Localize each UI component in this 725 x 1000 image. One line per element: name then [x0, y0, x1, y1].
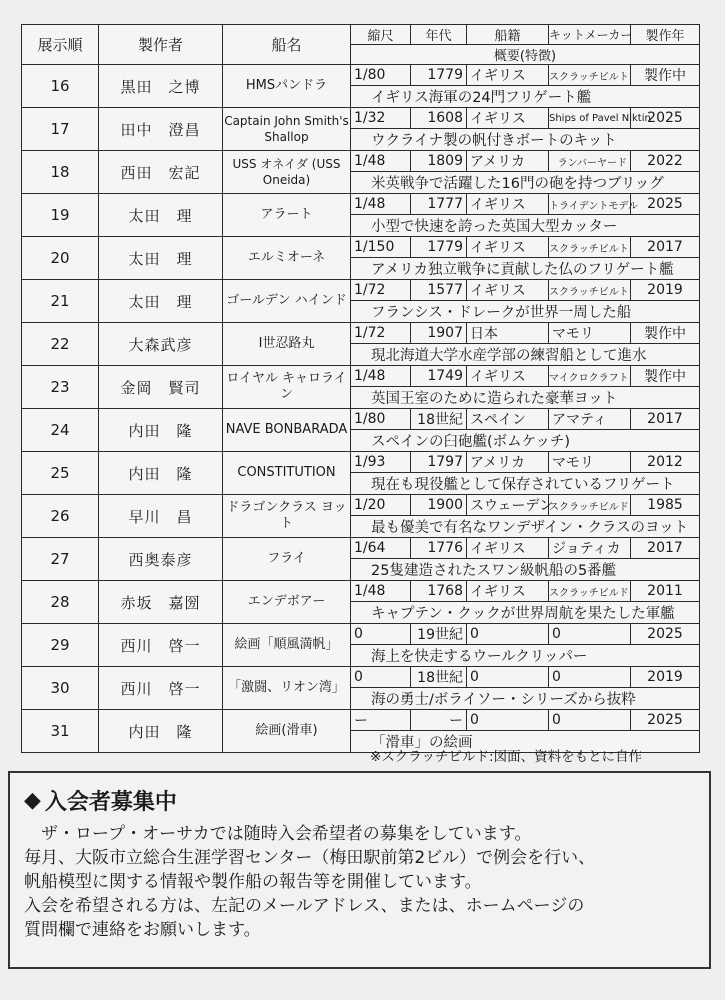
year-cell: 2019: [631, 667, 700, 688]
recruit-line: 質問欄で連絡をお願いします。: [24, 920, 261, 940]
registry-cell: アメリカ: [467, 452, 549, 473]
table-row: [22, 495, 700, 516]
ship-name: エルミオーネ: [223, 237, 351, 280]
ship-name: 「激闘、リオン湾」: [223, 667, 351, 710]
era-cell: 1907: [411, 323, 467, 344]
ship-name: エンデボアー: [223, 581, 351, 624]
era-cell: 1749: [411, 366, 467, 387]
ship-name: ロイヤル キャロライン: [223, 366, 351, 409]
summary-cell: 25隻建造されたスワン級帆船の5番艦: [351, 559, 700, 581]
ship-name: ドラゴンクラス ヨット: [223, 495, 351, 538]
summary-cell: スペインの臼砲艦(ボムケッチ): [351, 430, 700, 452]
scale-cell: ー: [351, 710, 411, 731]
year-cell: 2025: [631, 624, 700, 645]
exhibit-number: 28: [22, 581, 99, 624]
era-cell: 1900: [411, 495, 467, 516]
maker-name: 黒田 之博: [99, 65, 223, 108]
exhibit-number: 27: [22, 538, 99, 581]
year-cell: 2019: [631, 280, 700, 301]
era-cell: 1776: [411, 538, 467, 559]
ship-name: 絵画「順風満帆」: [223, 624, 351, 667]
recruit-line: 毎月、大阪市立総合生涯学習センター（梅田駅前第2ビル）で例会を行い、: [24, 848, 596, 868]
maker-name: 西田 宏記: [99, 151, 223, 194]
summary-cell: フランシス・ドレークが世界一周した船: [351, 301, 700, 323]
era-cell: ー: [411, 710, 467, 731]
scale-cell: 1/150: [351, 237, 411, 258]
recruit-line: 帆船模型に関する情報や製作船の報告等を開催しています。: [24, 872, 482, 892]
era-cell: 1608: [411, 108, 467, 129]
era-cell: 1777: [411, 194, 467, 215]
summary-cell: 現北海道大学水産学部の練習船として進水: [351, 344, 700, 366]
exhibit-number: 17: [22, 108, 99, 151]
registry-cell: 0: [467, 667, 549, 688]
summary-cell: 「滑車」の絵画: [351, 731, 700, 753]
maker-name: 内田 隆: [99, 452, 223, 495]
ship-name: Ⅰ世忍路丸: [223, 323, 351, 366]
era-cell: 1768: [411, 581, 467, 602]
exhibit-number: 31: [22, 710, 99, 753]
kit-cell: マモリ: [549, 323, 631, 344]
registry-cell: イギリス: [467, 366, 549, 387]
maker-name: 太田 理: [99, 280, 223, 323]
maker-name: 西川 啓一: [99, 624, 223, 667]
year-cell: 製作中: [631, 323, 700, 344]
exhibit-number: 26: [22, 495, 99, 538]
header-ship: 船名: [223, 25, 351, 65]
exhibit-number: 19: [22, 194, 99, 237]
registry-cell: 0: [467, 624, 549, 645]
scale-cell: 0: [351, 624, 411, 645]
table-row: [22, 280, 700, 301]
kit-cell: ランバーヤード: [549, 151, 631, 172]
header-scale: 縮尺: [351, 25, 411, 45]
summary-cell: アメリカ独立戦争に貢献した仏のフリゲート艦: [351, 258, 700, 280]
kit-cell: マイクロクラフト: [549, 366, 631, 387]
registry-cell: イギリス: [467, 108, 549, 129]
ship-name: フライ: [223, 538, 351, 581]
era-cell: 1797: [411, 452, 467, 473]
year-cell: 製作中: [631, 366, 700, 387]
era-cell: 1577: [411, 280, 467, 301]
registry-cell: 日本: [467, 323, 549, 344]
exhibit-table: [21, 24, 700, 753]
kit-cell: トライデントモデル: [549, 194, 631, 215]
table-row: [22, 710, 700, 731]
recruit-box: [8, 771, 711, 969]
kit-cell: 0: [549, 667, 631, 688]
year-cell: 2025: [631, 108, 700, 129]
scale-cell: 1/80: [351, 409, 411, 430]
ship-name: NAVE BONBARADA: [223, 409, 351, 452]
maker-name: 金岡 賢司: [99, 366, 223, 409]
header-era: 年代: [411, 25, 467, 45]
summary-cell: イギリス海軍の24門フリゲート艦: [351, 86, 700, 108]
era-cell: 1809: [411, 151, 467, 172]
scale-cell: 0: [351, 667, 411, 688]
scale-cell: 1/72: [351, 280, 411, 301]
registry-cell: イギリス: [467, 194, 549, 215]
maker-name: 赤坂 嘉圀: [99, 581, 223, 624]
maker-name: 西川 啓一: [99, 667, 223, 710]
exhibit-rows: [22, 65, 700, 753]
scale-cell: 1/48: [351, 151, 411, 172]
ship-name: HMSパンドラ: [223, 65, 351, 108]
summary-cell: 現在も現役艦として保存されているフリゲート: [351, 473, 700, 495]
registry-cell: アメリカ: [467, 151, 549, 172]
scale-cell: 1/20: [351, 495, 411, 516]
table-row: [22, 452, 700, 473]
kit-cell: スクラッチビルド: [549, 581, 631, 602]
exhibit-number: 18: [22, 151, 99, 194]
table-row: [22, 108, 700, 129]
diamond-icon: ◆: [24, 788, 41, 813]
kit-cell: スクラッチビルト: [549, 280, 631, 301]
summary-cell: キャプテン・クックが世界周航を果たした軍艦: [351, 602, 700, 624]
ship-name: Captain John Smith's Shallop: [223, 108, 351, 151]
scale-cell: 1/93: [351, 452, 411, 473]
registry-cell: イギリス: [467, 280, 549, 301]
era-cell: 18世紀: [411, 667, 467, 688]
year-cell: 2011: [631, 581, 700, 602]
scale-cell: 1/48: [351, 366, 411, 387]
table-row: [22, 151, 700, 172]
ship-name: アラート: [223, 194, 351, 237]
ship-name: 絵画(滑車): [223, 710, 351, 753]
maker-name: 西奥泰彦: [99, 538, 223, 581]
era-cell: 1779: [411, 65, 467, 86]
table-row: [22, 323, 700, 344]
scale-cell: 1/48: [351, 194, 411, 215]
recruit-line: ザ・ロープ・オーサカでは随時入会希望者の募集をしています。: [24, 824, 532, 844]
table-row: [22, 667, 700, 688]
exhibit-number: 16: [22, 65, 99, 108]
era-cell: 18世紀: [411, 409, 467, 430]
year-cell: 製作中: [631, 65, 700, 86]
registry-cell: イギリス: [467, 581, 549, 602]
era-cell: 1779: [411, 237, 467, 258]
kit-cell: ジョティカ: [549, 538, 631, 559]
exhibit-number: 24: [22, 409, 99, 452]
era-cell: 19世紀: [411, 624, 467, 645]
maker-name: 田中 澄昌: [99, 108, 223, 151]
kit-cell: 0: [549, 624, 631, 645]
kit-cell: スクラッチビルド: [549, 495, 631, 516]
year-cell: 2025: [631, 710, 700, 731]
maker-name: 早川 昌: [99, 495, 223, 538]
exhibit-number: 23: [22, 366, 99, 409]
summary-cell: 最も優美で有名なワンデザイン・クラスのヨット: [351, 516, 700, 538]
year-cell: 2017: [631, 538, 700, 559]
year-cell: 2012: [631, 452, 700, 473]
exhibit-number: 29: [22, 624, 99, 667]
kit-cell: スクラッチビルト: [549, 237, 631, 258]
table-row: [22, 237, 700, 258]
maker-name: 大森武彦: [99, 323, 223, 366]
header-year: 製作年: [631, 25, 700, 45]
year-cell: 2025: [631, 194, 700, 215]
table-row: [22, 65, 700, 86]
scale-cell: 1/48: [351, 581, 411, 602]
maker-name: 内田 隆: [99, 710, 223, 753]
table-row: [22, 624, 700, 645]
recruit-line: 入会を希望される方は、左記のメールアドレス、または、ホームページの: [24, 896, 585, 916]
table-row: [22, 581, 700, 602]
table-row: [22, 409, 700, 430]
kit-cell: アマティ: [549, 409, 631, 430]
scale-cell: 1/32: [351, 108, 411, 129]
summary-cell: 小型で快速を誇った英国大型カッター: [351, 215, 700, 237]
header-summary: 概要(特徴): [351, 45, 700, 65]
header-no: 展示順: [22, 25, 99, 65]
ship-name: ゴールデン ハインド: [223, 280, 351, 323]
summary-cell: 米英戦争で活躍した16門の砲を持つブリッグ: [351, 172, 700, 194]
scale-cell: 1/80: [351, 65, 411, 86]
kit-cell: スクラッチビルト: [549, 65, 631, 86]
kit-cell: 0: [549, 710, 631, 731]
registry-cell: イギリス: [467, 538, 549, 559]
header-registry: 船籍: [467, 25, 549, 45]
scale-cell: 1/64: [351, 538, 411, 559]
table-row: [22, 366, 700, 387]
header-kit: キットメーカー: [549, 25, 631, 45]
ship-name: CONSTITUTION: [223, 452, 351, 495]
table-row: [22, 194, 700, 215]
year-cell: 2017: [631, 409, 700, 430]
recruit-heading: [24, 785, 709, 816]
recruit-title: 入会者募集中: [44, 790, 177, 815]
exhibit-number: 25: [22, 452, 99, 495]
summary-cell: ウクライナ製の帆付きボートのキット: [351, 129, 700, 151]
exhibit-number: 22: [22, 323, 99, 366]
kit-cell: マモリ: [549, 452, 631, 473]
registry-cell: スペイン: [467, 409, 549, 430]
footnote: ※スクラッチビルド:図面、資料をもとに自作: [370, 749, 643, 765]
summary-cell: 海上を快走するウールクリッパー: [351, 645, 700, 667]
scale-cell: 1/72: [351, 323, 411, 344]
maker-name: 内田 隆: [99, 409, 223, 452]
registry-cell: イギリス: [467, 237, 549, 258]
kit-cell: Ships of Pavel Niktin: [549, 108, 631, 129]
ship-name: USS オネイダ (USS Oneida): [223, 151, 351, 194]
year-cell: 2017: [631, 237, 700, 258]
summary-cell: 英国王室のために造られた豪華ヨット: [351, 387, 700, 409]
exhibit-number: 20: [22, 237, 99, 280]
year-cell: 1985: [631, 495, 700, 516]
header-maker: 製作者: [99, 25, 223, 65]
registry-cell: イギリス: [467, 65, 549, 86]
exhibit-number: 30: [22, 667, 99, 710]
maker-name: 太田 理: [99, 194, 223, 237]
summary-cell: 海の勇士/ボライソー・シリーズから抜粋: [351, 688, 700, 710]
year-cell: 2022: [631, 151, 700, 172]
maker-name: 太田 理: [99, 237, 223, 280]
registry-cell: 0: [467, 710, 549, 731]
table-row: [22, 538, 700, 559]
registry-cell: スウェーデン: [467, 495, 549, 516]
exhibit-number: 21: [22, 280, 99, 323]
